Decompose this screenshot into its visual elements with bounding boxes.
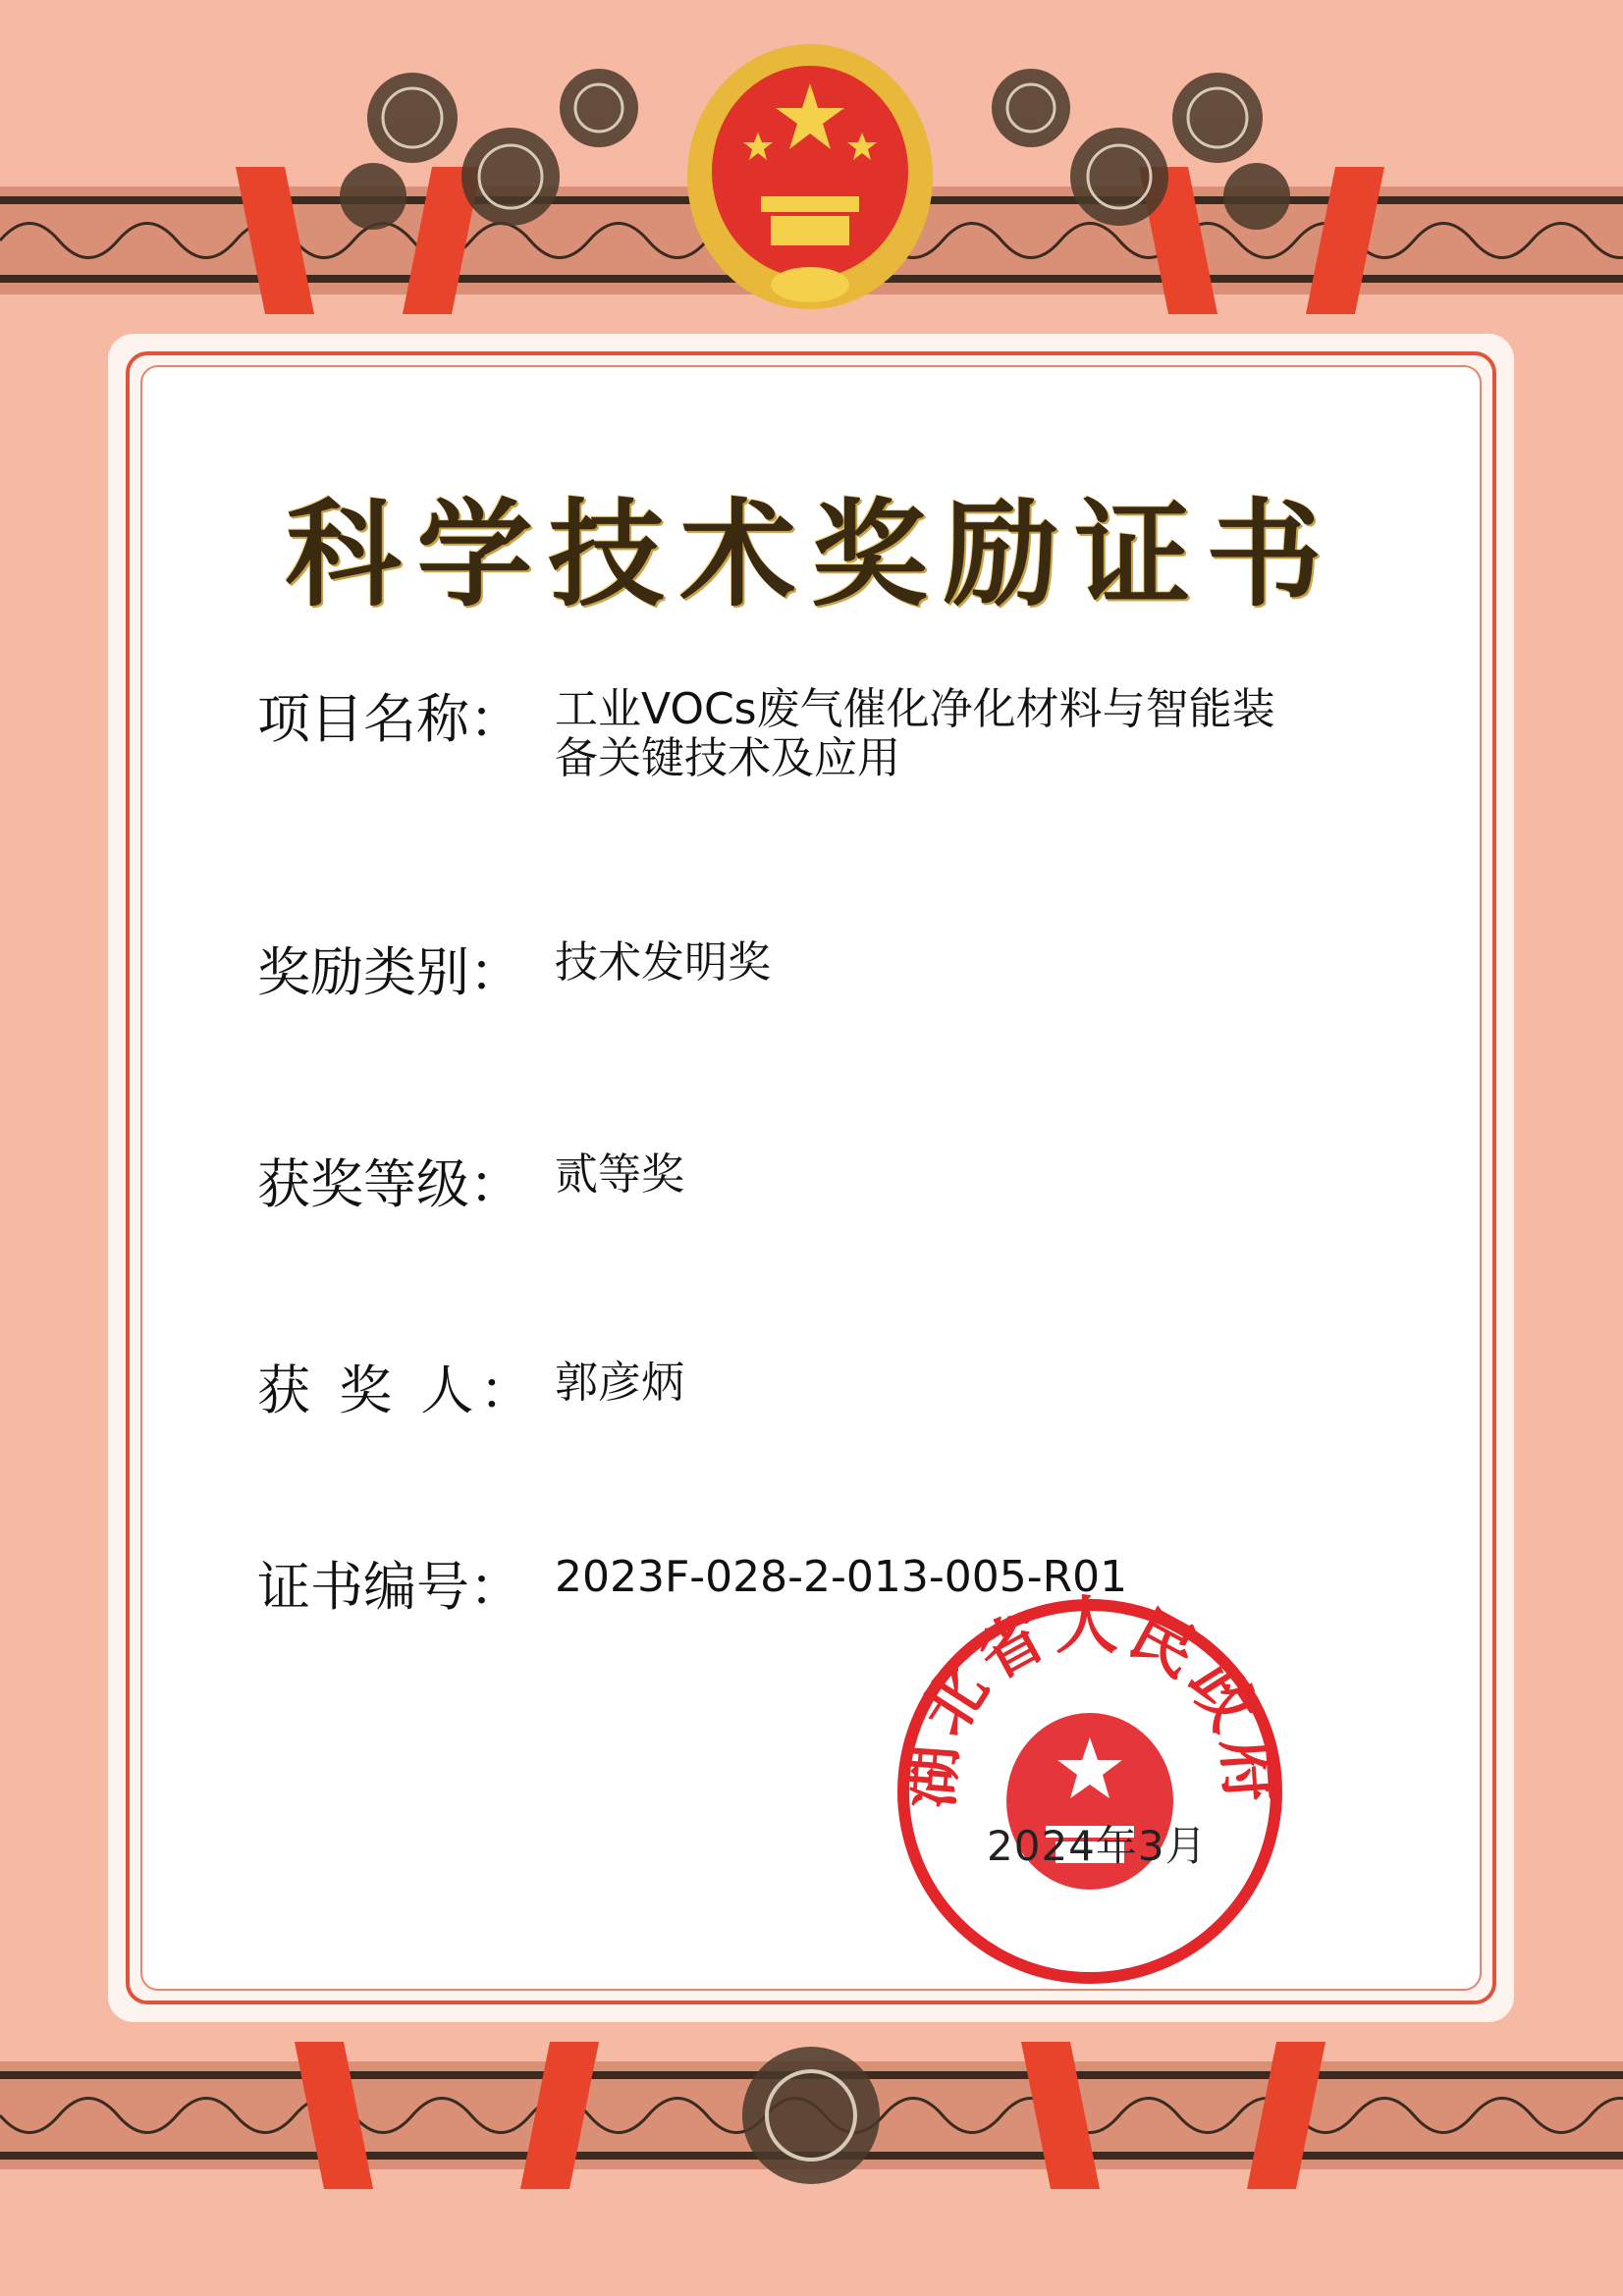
project-name-value-line1: 工业VOCs废气催化净化材料与智能装 [555, 684, 1275, 734]
project-name-value-line2: 备关键技术及应用 [555, 733, 900, 783]
awardee-value: 郭彦炳 [555, 1358, 684, 1408]
award-level-label: 获奖等级： [257, 1153, 522, 1215]
project-name-label: 项目名称： [257, 688, 522, 750]
national-emblem-icon [677, 39, 943, 324]
awardee-label: 获 奖 人： [257, 1360, 539, 1421]
official-seal-icon [889, 1590, 1291, 1993]
award-level-value: 贰等奖 [555, 1149, 684, 1200]
svg-text:湖北省人民政府: 湖北省人民政府 [893, 1590, 1287, 1811]
certificate-title: 科学技术奖励证书 [285, 486, 1338, 622]
bottom-decorative-band [0, 2022, 1623, 2209]
certificate-number-value: 2023F-028-2-013-005-R01 [555, 1552, 1128, 1602]
certificate-number-label: 证书编号： [257, 1556, 522, 1618]
issue-date: 2024年3月 [987, 1822, 1208, 1870]
award-category-label: 奖励类别： [257, 941, 522, 1003]
award-category-value: 技术发明奖 [555, 937, 771, 988]
